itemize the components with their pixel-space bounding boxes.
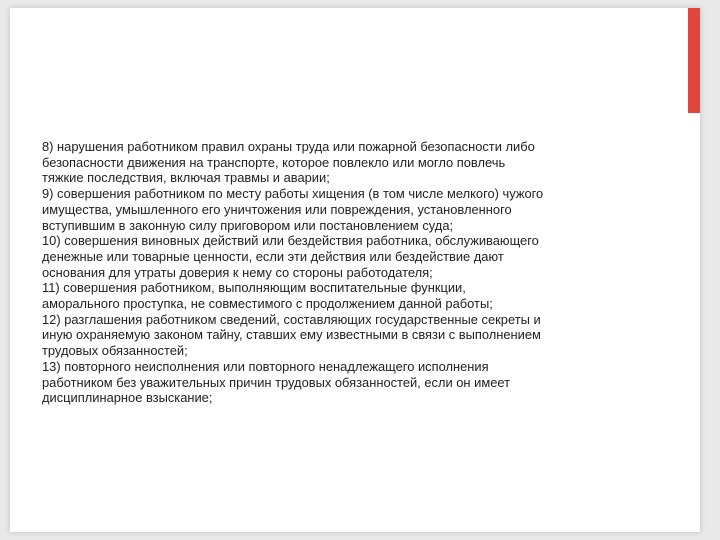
text-line: дисциплинарное взыскание; bbox=[42, 390, 213, 406]
text-line: трудовых обязанностей; bbox=[42, 343, 188, 359]
text-line: 8) нарушения работником правил охраны труда или пожарной безопасности либо bbox=[42, 139, 535, 154]
text-line: безопасности движения на транспорте, которое повлекло или могло повлечь bbox=[42, 154, 506, 170]
text-line: 13) повторного неисполнения или повторного ненадлежащего исполнения bbox=[42, 358, 489, 374]
text-line: аморального проступка, не совместимого с продолжением данной работы; bbox=[42, 296, 493, 312]
text-line: основания для утраты доверия к нему со стороны работодателя; bbox=[42, 264, 433, 280]
text-line: 9) совершения работником по месту работы хищения (в том числе мелкого) чужого bbox=[42, 186, 544, 202]
text-line: имущества, умышленного его уничтожения или повреждения, установленного bbox=[42, 201, 512, 217]
text-line: иную охраняемую законом тайну, ставших ему известными в связи с выполнением bbox=[42, 327, 541, 343]
text-line: 10) совершения виновных действий или бездействия работника, обслуживающего bbox=[42, 233, 539, 249]
text-line: 11) совершения работником, выполняющим воспитательные функции, bbox=[42, 280, 466, 296]
text-line: вступившим в законную силу приговором или постановлением суда; bbox=[42, 217, 454, 233]
text-line: работником без уважительных причин трудовых обязанностей, если он имеет bbox=[42, 374, 511, 390]
text-line: тяжкие последствия, включая травмы и аварии; bbox=[42, 170, 330, 186]
text-line: денежные или товарные ценности, если эти действия или бездействие дают bbox=[42, 248, 504, 264]
text-line: 12) разглашения работником сведений, составляющих государственные секреты и bbox=[42, 311, 541, 327]
accent-bar bbox=[688, 8, 700, 113]
slide-text bbox=[42, 139, 652, 406]
